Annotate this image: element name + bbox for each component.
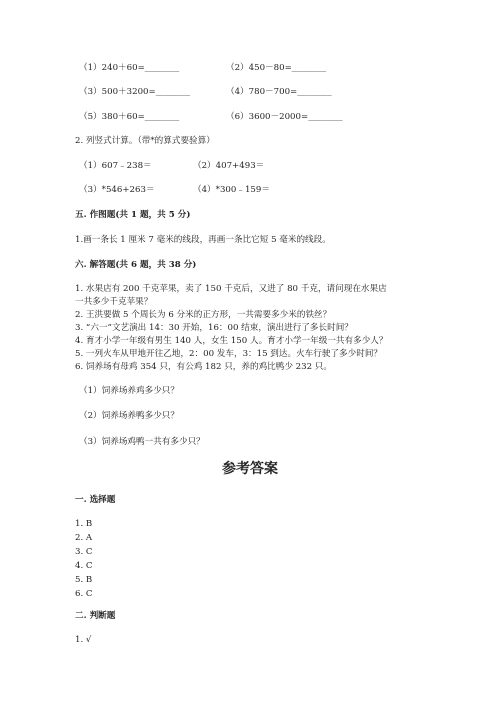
drawing-question-1: 1.画一条长 1 厘米 7 毫米的线段，再画一条比它短 5 毫米的线段。 (75, 235, 331, 245)
answers-choice-heading: 一. 选择题 (75, 495, 116, 505)
vertical-calc-item-3: （3）*546+263＝ (79, 185, 155, 195)
vertical-calc-item-2: （2）407+493＝ (193, 161, 265, 171)
answer-item: 6. C (75, 589, 93, 599)
calc-item-5: （5）380＋60=________ (79, 112, 180, 122)
problem-line: 4. 育才小学一年级有男生 140 人，女生 150 人。育才小学一年级一共有多少人？ (75, 336, 388, 346)
word-problems-heading: 六. 解答题(共 6 题，共 38 分) (75, 260, 197, 270)
problem-line: 3. “六一”文艺演出 14：30 开始，16：00 结束，演出进行了多长时间？ (75, 323, 353, 333)
vertical-calc-heading: 2. 列竖式计算。（带*的算式要验算） (75, 136, 215, 146)
problem-line: 6. 饲养场有母鸡 354 只，有公鸡 182 只，养的鸡比鸭少 232 只。 (75, 362, 332, 372)
answer-item: 1. √ (75, 635, 92, 645)
answers-judgment-heading: 二. 判断题 (75, 611, 116, 621)
problem-line: 1. 水果店有 200 千克苹果，卖了 150 千克后，又进了 80 千克，请问现在水果店 (75, 284, 387, 294)
sub-question-2: （2）饲养场养鸭多少只？ (79, 411, 179, 421)
calc-item-2: （2）450－80=________ (226, 63, 327, 73)
answers-title: 参考答案 (222, 461, 278, 477)
vertical-calc-item-4: （4）*300﹣159＝ (193, 185, 270, 195)
sub-question-3: （3）饲养场鸡鸭一共有多少只？ (79, 437, 205, 447)
calc-item-1: （1）240＋60=________ (79, 63, 180, 73)
problem-line: 一共多少千克苹果？ (75, 297, 153, 307)
answer-item: 1. B (75, 519, 93, 529)
answer-item: 2. A (75, 533, 93, 543)
calc-item-3: （3）500＋3200=________ (79, 87, 191, 97)
problem-line: 2. 王洪要做 5 个周长为 6 分米的正方形，一共需要多少米的铁丝？ (75, 310, 332, 320)
calc-item-4: （4）780－700=________ (226, 87, 332, 97)
answer-item: 4. C (75, 561, 93, 571)
answer-item: 3. C (75, 547, 93, 557)
vertical-calc-item-1: （1）607﹣238＝ (79, 161, 152, 171)
answer-item: 5. B (75, 575, 93, 585)
calc-item-6: （6）3600－2000=________ (226, 112, 343, 122)
sub-question-1: （1）饲养场养鸡多少只？ (79, 386, 179, 396)
drawing-section-heading: 五. 作图题(共 1 题，共 5 分) (75, 210, 191, 220)
problem-line: 5. 一列火车从甲地开往乙地，2：00 发车，3：15 到达。火车行驶了多少时间？ (75, 349, 383, 359)
